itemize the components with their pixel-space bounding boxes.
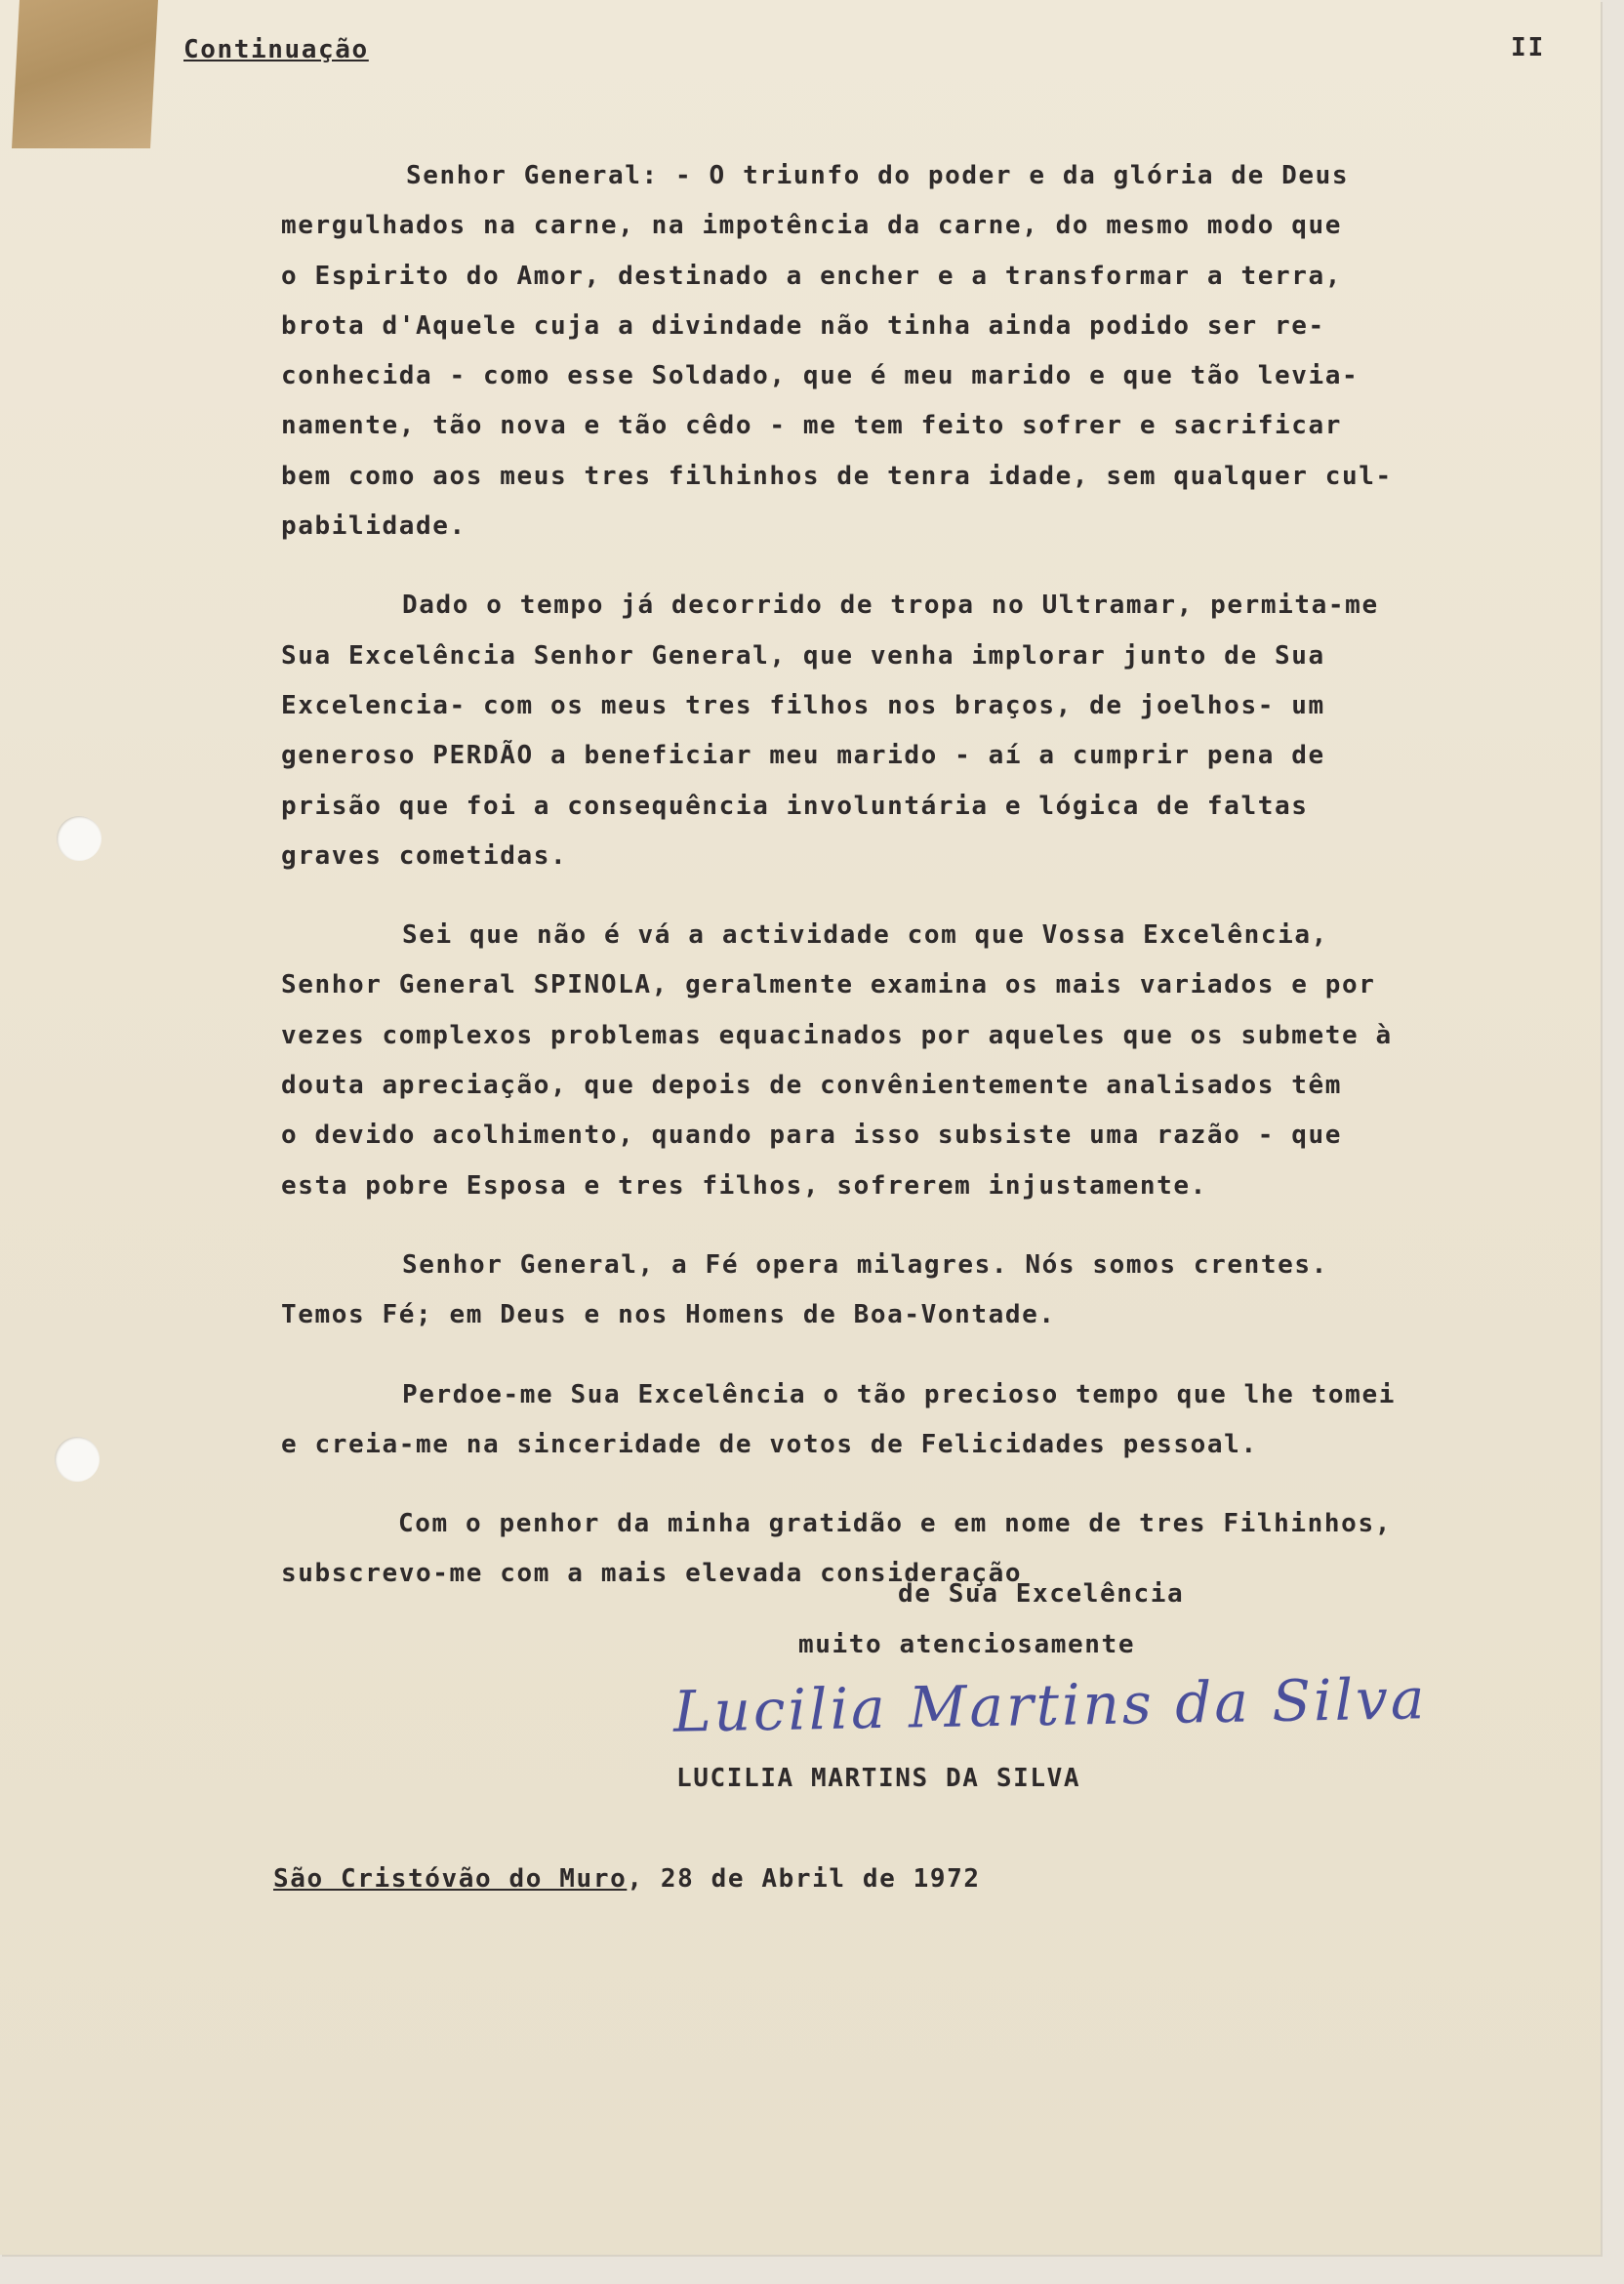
letter-line: Dado o tempo já decorrido de tropa no Ultramar, permita-me: [402, 591, 1379, 621]
letter-line: bem como aos meus tres filhinhos de tenra idade, sem qualquer cul-: [281, 461, 1393, 491]
closing-salutation: de Sua Excelência: [898, 1579, 1185, 1609]
letter-line: graves cometidas.: [281, 840, 568, 871]
punch-hole-top: [57, 816, 102, 861]
letter-line: Sei que não é vá a actividade com que Vossa Excelência,: [402, 920, 1328, 951]
letter-line: conhecida - como esse Soldado, que é meu marido e que tão levia-: [281, 361, 1360, 391]
letter-line: Senhor General: - O triunfo do poder e da glória de Deus: [406, 161, 1350, 190]
continuation-heading: Continuação: [183, 35, 369, 64]
letter-line: mergulhados na carne, na impotência da carne, do mesmo modo que: [281, 211, 1342, 241]
punch-hole-bottom: [55, 1437, 100, 1482]
letter-line: o Espirito do Amor, destinado a encher e a transformar a terra,: [281, 261, 1342, 291]
letter-line: Excelencia- com os meus tres filhos nos braços, de joelhos- um: [281, 690, 1325, 720]
letter-line: Sua Excelência Senhor General, que venha implorar junto de Sua: [281, 640, 1325, 671]
letter-line: vezes complexos problemas equacinados por aqueles que os submete à: [281, 1020, 1393, 1050]
letter-line: subscrevo-me com a mais elevada consideração: [281, 1559, 1023, 1589]
page-number: II: [1511, 33, 1546, 62]
letter-line: douta apreciação, que depois de convênientemente analisados têm: [281, 1071, 1342, 1101]
letter-line: Com o penhor da minha gratidão e em nome de tres Filhinhos,: [398, 1509, 1392, 1539]
letter-line: Senhor General, a Fé opera milagres. Nós somos crentes.: [402, 1249, 1328, 1280]
signer-name: LUCILIA MARTINS DA SILVA: [676, 1764, 1081, 1793]
handwritten-signature: Lucilia Martins da Silva: [672, 1665, 1428, 1745]
letter-line: brota d'Aquele cuja a divindade não tinha ainda podido ser re-: [281, 310, 1325, 341]
letter-line: e creia-me na sinceridade de votos de Felicidades pessoal.: [281, 1429, 1258, 1459]
dateline-date: , 28 de Abril de 1972: [627, 1864, 981, 1894]
letter-line: Perdoe-me Sua Excelência o tão precioso tempo que lhe tomei: [402, 1379, 1396, 1409]
letter-line: Senhor General SPINOLA, geralmente examina os mais variados e por: [281, 970, 1376, 1000]
letter-line: Temos Fé; em Deus e nos Homens de Boa-Vontade.: [281, 1300, 1056, 1330]
dateline-place: São Cristóvão do Muro: [273, 1864, 628, 1894]
letter-line: generoso PERDÃO a beneficiar meu marido - aí a cumprir pena de: [281, 741, 1325, 771]
dateline: [273, 1864, 981, 1894]
letter-line: namente, tão nova e tão cêdo - me tem feito sofrer e sacrificar: [281, 411, 1342, 441]
letter-line: o devido acolhimento, quando para isso subsiste uma razão - que: [281, 1121, 1342, 1151]
letter-line: esta pobre Esposa e tres filhos, sofrerem injustamente.: [281, 1170, 1207, 1201]
letter-line: prisão que foi a consequência involuntária e lógica de faltas: [281, 791, 1309, 821]
letter-body: [281, 151, 1599, 1600]
adhesive-tape: [12, 0, 158, 148]
letter-line: pabilidade.: [281, 511, 467, 542]
closing-regards: muito atenciosamente: [798, 1630, 1136, 1659]
